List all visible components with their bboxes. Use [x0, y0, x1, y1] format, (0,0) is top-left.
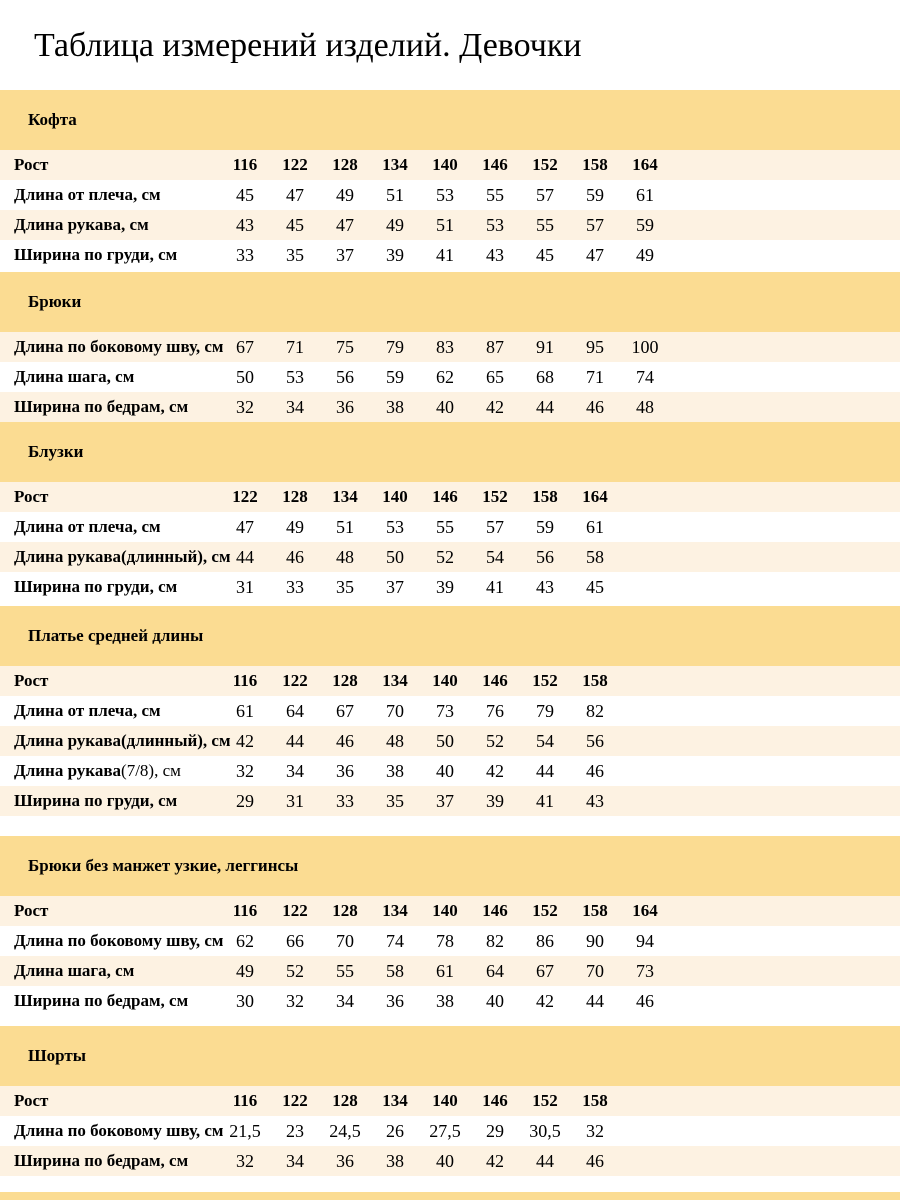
- value-cell: 42: [486, 396, 504, 417]
- value-cell: 128: [332, 671, 358, 690]
- value-cell: 32: [236, 396, 254, 417]
- value-cell: 70: [336, 930, 354, 951]
- row-label-text: Рост: [14, 487, 49, 506]
- section-title: Брюки без манжет узкие, леггинсы: [28, 856, 299, 875]
- value-cell: 71: [586, 366, 604, 387]
- measure-row: [0, 392, 900, 422]
- value-cell: 66: [286, 930, 304, 951]
- value-cell: 71: [286, 336, 304, 357]
- value-cell: 46: [286, 546, 304, 567]
- size-section: [0, 606, 900, 816]
- row-label-text: Длина по боковому шву, см: [14, 1121, 224, 1140]
- value-cell: 73: [636, 960, 654, 981]
- value-cell: 46: [586, 760, 604, 781]
- row-label: [0, 215, 220, 235]
- value-cell: 35: [286, 244, 304, 265]
- value-cell: 27,5: [429, 1120, 461, 1141]
- value-cell: 164: [632, 901, 658, 920]
- value-cell: 50: [386, 546, 404, 567]
- value-cell: 21,5: [229, 1120, 261, 1141]
- value-cell: 46: [586, 1150, 604, 1171]
- row-label-text: Ширина по груди, см: [14, 791, 178, 810]
- value-cell: 158: [582, 671, 608, 690]
- value-cell: 62: [236, 930, 254, 951]
- value-cell: 152: [532, 1091, 558, 1110]
- value-cell: 44: [586, 990, 604, 1011]
- value-cell: 45: [536, 244, 554, 265]
- value-cell: 134: [382, 155, 408, 174]
- value-cell: 41: [536, 790, 554, 811]
- measure-row: [0, 696, 900, 726]
- size-header-row: [0, 482, 900, 512]
- value-cell: 42: [536, 990, 554, 1011]
- size-header-row: [0, 150, 900, 180]
- value-cell: 44: [536, 1150, 554, 1171]
- value-cell: 55: [486, 184, 504, 205]
- value-cell: 82: [486, 930, 504, 951]
- value-cell: 152: [482, 487, 508, 506]
- value-cell: 33: [236, 244, 254, 265]
- value-cell: 49: [386, 214, 404, 235]
- value-cell: 59: [386, 366, 404, 387]
- value-cell: 31: [236, 576, 254, 597]
- section-title: Брюки: [28, 292, 82, 311]
- value-cell: 26: [386, 1120, 404, 1141]
- value-cell: 70: [586, 960, 604, 981]
- value-cell: 74: [386, 930, 404, 951]
- value-cell: 140: [432, 901, 458, 920]
- row-label-text: Длина по боковому шву, см: [14, 337, 224, 356]
- row-label: [0, 791, 220, 811]
- row-label-text: Рост: [14, 155, 49, 174]
- row-label-text: Рост: [14, 901, 49, 920]
- value-cell: 36: [336, 396, 354, 417]
- row-label: [0, 367, 220, 387]
- value-cell: 146: [432, 487, 458, 506]
- value-cell: 79: [536, 700, 554, 721]
- value-cell: 46: [336, 730, 354, 751]
- value-cell: 39: [486, 790, 504, 811]
- section-header-band: [0, 1026, 900, 1086]
- row-label-text: Рост: [14, 671, 49, 690]
- row-label-text: Длина от плеча, см: [14, 517, 161, 536]
- row-label: [0, 931, 224, 951]
- value-cell: 52: [286, 960, 304, 981]
- value-cell: 59: [536, 516, 554, 537]
- row-label: [0, 991, 220, 1011]
- value-cell: 55: [336, 960, 354, 981]
- row-label-text: Длина от плеча, см: [14, 185, 161, 204]
- value-cell: 35: [336, 576, 354, 597]
- value-cell: 79: [386, 336, 404, 357]
- section-title: Платье средней длины: [28, 626, 204, 645]
- value-cell: 23: [286, 1120, 304, 1141]
- measure-row: [0, 1146, 900, 1176]
- value-cell: 61: [636, 184, 654, 205]
- value-cell: 87: [486, 336, 504, 357]
- value-cell: 46: [636, 990, 654, 1011]
- value-cell: 43: [236, 214, 254, 235]
- value-cell: 140: [432, 1091, 458, 1110]
- value-cell: 53: [436, 184, 454, 205]
- measure-row: [0, 1116, 900, 1146]
- value-cell: 31: [286, 790, 304, 811]
- value-cell: 44: [236, 546, 254, 567]
- value-cell: 122: [232, 487, 258, 506]
- value-cell: 37: [386, 576, 404, 597]
- value-cell: 73: [436, 700, 454, 721]
- value-cell: 116: [232, 901, 258, 920]
- value-cell: 122: [282, 155, 308, 174]
- value-cell: 38: [386, 396, 404, 417]
- value-cell: 44: [536, 396, 554, 417]
- value-cell: 128: [332, 155, 358, 174]
- value-cell: 65: [486, 366, 504, 387]
- value-cell: 40: [486, 990, 504, 1011]
- value-cell: 34: [286, 760, 304, 781]
- value-cell: 53: [286, 366, 304, 387]
- value-cell: 134: [382, 671, 408, 690]
- row-label-text: Ширина по бедрам, см: [14, 991, 189, 1010]
- measure-row: [0, 180, 900, 210]
- measure-row: [0, 926, 900, 956]
- measure-row: [0, 362, 900, 392]
- value-cell: 36: [336, 1150, 354, 1171]
- value-cell: 146: [482, 155, 508, 174]
- value-cell: 56: [336, 366, 354, 387]
- value-cell: 29: [486, 1120, 504, 1141]
- value-cell: 146: [482, 901, 508, 920]
- value-cell: 83: [436, 336, 454, 357]
- row-label-text: Длина рукава(длинный), см: [14, 547, 231, 566]
- value-cell: 78: [436, 930, 454, 951]
- value-cell: 68: [536, 366, 554, 387]
- measure-row: [0, 986, 900, 1016]
- value-cell: 128: [282, 487, 308, 506]
- value-cell: 59: [636, 214, 654, 235]
- measure-row: [0, 786, 900, 816]
- row-label: [0, 961, 220, 981]
- value-cell: 152: [532, 901, 558, 920]
- value-cell: 55: [436, 516, 454, 537]
- size-tables-container: [0, 90, 900, 1176]
- value-cell: 49: [236, 960, 254, 981]
- value-cell: 54: [486, 546, 504, 567]
- value-cell: 116: [232, 155, 258, 174]
- size-header-row: [0, 1086, 900, 1116]
- value-cell: 32: [236, 1150, 254, 1171]
- value-cell: 158: [582, 1091, 608, 1110]
- value-cell: 122: [282, 901, 308, 920]
- value-cell: 62: [436, 366, 454, 387]
- value-cell: 56: [586, 730, 604, 751]
- value-cell: 91: [536, 336, 554, 357]
- value-cell: 164: [582, 487, 608, 506]
- value-cell: 41: [436, 244, 454, 265]
- value-cell: 64: [286, 700, 304, 721]
- value-cell: 90: [586, 930, 604, 951]
- value-cell: 45: [286, 214, 304, 235]
- value-cell: 61: [436, 960, 454, 981]
- value-cell: 44: [286, 730, 304, 751]
- row-label-text: Длина шага, см: [14, 961, 135, 980]
- measure-row: [0, 512, 900, 542]
- row-label: [0, 671, 220, 691]
- value-cell: 53: [386, 516, 404, 537]
- value-cell: 36: [386, 990, 404, 1011]
- value-cell: 128: [332, 1091, 358, 1110]
- value-cell: 134: [382, 901, 408, 920]
- value-cell: 47: [336, 214, 354, 235]
- value-cell: 58: [586, 546, 604, 567]
- value-cell: 48: [386, 730, 404, 751]
- row-label: [0, 337, 224, 357]
- value-cell: 53: [486, 214, 504, 235]
- row-label-text: Длина рукава, см: [14, 215, 149, 234]
- value-cell: 32: [236, 760, 254, 781]
- next-section-band-partial: [0, 1192, 900, 1200]
- value-cell: 134: [382, 1091, 408, 1110]
- measure-row: [0, 572, 900, 602]
- value-cell: 140: [382, 487, 408, 506]
- value-cell: 116: [232, 1091, 258, 1110]
- row-label-text: Длина шага, см: [14, 367, 135, 386]
- value-cell: 86: [536, 930, 554, 951]
- value-cell: 42: [486, 1150, 504, 1171]
- section-header-band: [0, 422, 900, 482]
- row-label-text: Ширина по груди, см: [14, 577, 178, 596]
- value-cell: 57: [586, 214, 604, 235]
- value-cell: 43: [586, 790, 604, 811]
- value-cell: 44: [536, 760, 554, 781]
- value-cell: 164: [632, 155, 658, 174]
- measure-row: [0, 726, 900, 756]
- row-label: [0, 731, 231, 751]
- value-cell: 32: [586, 1120, 604, 1141]
- value-cell: 122: [282, 1091, 308, 1110]
- value-cell: 56: [536, 546, 554, 567]
- section-title: Кофта: [28, 110, 77, 129]
- row-label-text: Рост: [14, 1091, 49, 1110]
- value-cell: 52: [436, 546, 454, 567]
- value-cell: 38: [386, 760, 404, 781]
- value-cell: 51: [386, 184, 404, 205]
- row-label: [0, 761, 220, 781]
- row-label: [0, 901, 220, 921]
- row-label: [0, 155, 220, 175]
- size-section: [0, 422, 900, 602]
- row-label-text: Длина рукава(длинный), см: [14, 731, 231, 750]
- value-cell: 42: [236, 730, 254, 751]
- measure-row: [0, 332, 900, 362]
- value-cell: 61: [586, 516, 604, 537]
- row-label: [0, 245, 220, 265]
- measure-row: [0, 756, 900, 786]
- row-label: [0, 1151, 220, 1171]
- value-cell: 39: [386, 244, 404, 265]
- row-label: [0, 1121, 224, 1141]
- size-section: [0, 272, 900, 422]
- value-cell: 152: [532, 671, 558, 690]
- value-cell: 67: [236, 336, 254, 357]
- row-label-note: (7/8), см: [121, 761, 181, 780]
- row-label-text: Ширина по бедрам, см: [14, 397, 189, 416]
- value-cell: 146: [482, 671, 508, 690]
- row-label: [0, 185, 220, 205]
- size-header-row: [0, 666, 900, 696]
- value-cell: 49: [636, 244, 654, 265]
- row-label-text: Ширина по бедрам, см: [14, 1151, 189, 1170]
- value-cell: 94: [636, 930, 654, 951]
- value-cell: 100: [631, 336, 659, 357]
- row-label: [0, 1091, 220, 1111]
- value-cell: 46: [586, 396, 604, 417]
- value-cell: 34: [336, 990, 354, 1011]
- value-cell: 152: [532, 155, 558, 174]
- value-cell: 82: [586, 700, 604, 721]
- section-title: Блузки: [28, 442, 84, 461]
- value-cell: 49: [336, 184, 354, 205]
- value-cell: 58: [386, 960, 404, 981]
- value-cell: 57: [486, 516, 504, 537]
- size-header-row: [0, 896, 900, 926]
- value-cell: 51: [336, 516, 354, 537]
- value-cell: 122: [282, 671, 308, 690]
- row-label-text: Ширина по груди, см: [14, 245, 178, 264]
- value-cell: 38: [386, 1150, 404, 1171]
- value-cell: 32: [286, 990, 304, 1011]
- section-header-band: [0, 272, 900, 332]
- row-label: [0, 701, 220, 721]
- measure-row: [0, 542, 900, 572]
- section-title: Шорты: [28, 1046, 87, 1065]
- value-cell: 40: [436, 760, 454, 781]
- page-title: Таблица измерений изделий. Девочки: [34, 27, 582, 64]
- value-cell: 49: [286, 516, 304, 537]
- row-label: [0, 487, 220, 507]
- value-cell: 52: [486, 730, 504, 751]
- value-cell: 76: [486, 700, 504, 721]
- value-cell: 41: [486, 576, 504, 597]
- size-section: [0, 90, 900, 270]
- value-cell: 24,5: [329, 1120, 361, 1141]
- value-cell: 30,5: [529, 1120, 561, 1141]
- value-cell: 134: [332, 487, 358, 506]
- size-section: [0, 1026, 900, 1176]
- value-cell: 50: [236, 366, 254, 387]
- value-cell: 55: [536, 214, 554, 235]
- value-cell: 34: [286, 1150, 304, 1171]
- value-cell: 128: [332, 901, 358, 920]
- value-cell: 43: [486, 244, 504, 265]
- value-cell: 39: [436, 576, 454, 597]
- row-label-text: Длина по боковому шву, см: [14, 931, 224, 950]
- value-cell: 74: [636, 366, 654, 387]
- value-cell: 45: [586, 576, 604, 597]
- value-cell: 45: [236, 184, 254, 205]
- value-cell: 116: [232, 671, 258, 690]
- value-cell: 37: [336, 244, 354, 265]
- value-cell: 158: [582, 901, 608, 920]
- value-cell: 67: [336, 700, 354, 721]
- value-cell: 30: [236, 990, 254, 1011]
- value-cell: 95: [586, 336, 604, 357]
- row-label: [0, 547, 231, 567]
- value-cell: 140: [432, 155, 458, 174]
- value-cell: 47: [586, 244, 604, 265]
- value-cell: 47: [236, 516, 254, 537]
- value-cell: 70: [386, 700, 404, 721]
- value-cell: 34: [286, 396, 304, 417]
- value-cell: 146: [482, 1091, 508, 1110]
- row-label-text: Длина от плеча, см: [14, 701, 161, 720]
- value-cell: 33: [286, 576, 304, 597]
- value-cell: 67: [536, 960, 554, 981]
- row-label: [0, 517, 220, 537]
- value-cell: 36: [336, 760, 354, 781]
- value-cell: 61: [236, 700, 254, 721]
- value-cell: 47: [286, 184, 304, 205]
- section-header-band: [0, 836, 900, 896]
- value-cell: 38: [436, 990, 454, 1011]
- measure-row: [0, 210, 900, 240]
- value-cell: 48: [336, 546, 354, 567]
- measure-row: [0, 956, 900, 986]
- section-header-band: [0, 90, 900, 150]
- value-cell: 42: [486, 760, 504, 781]
- value-cell: 43: [536, 576, 554, 597]
- section-header-band: [0, 606, 900, 666]
- value-cell: 54: [536, 730, 554, 751]
- value-cell: 33: [336, 790, 354, 811]
- value-cell: 64: [486, 960, 504, 981]
- value-cell: 140: [432, 671, 458, 690]
- value-cell: 57: [536, 184, 554, 205]
- value-cell: 50: [436, 730, 454, 751]
- value-cell: 37: [436, 790, 454, 811]
- row-label: [0, 397, 220, 417]
- measure-row: [0, 240, 900, 270]
- value-cell: 158: [532, 487, 558, 506]
- value-cell: 75: [336, 336, 354, 357]
- value-cell: 40: [436, 1150, 454, 1171]
- row-label: [0, 577, 220, 597]
- value-cell: 48: [636, 396, 654, 417]
- row-label-text: Длина рукава: [14, 761, 122, 780]
- value-cell: 59: [586, 184, 604, 205]
- value-cell: 40: [436, 396, 454, 417]
- value-cell: 35: [386, 790, 404, 811]
- size-section: [0, 836, 900, 1016]
- value-cell: 158: [582, 155, 608, 174]
- value-cell: 51: [436, 214, 454, 235]
- value-cell: 29: [236, 790, 254, 811]
